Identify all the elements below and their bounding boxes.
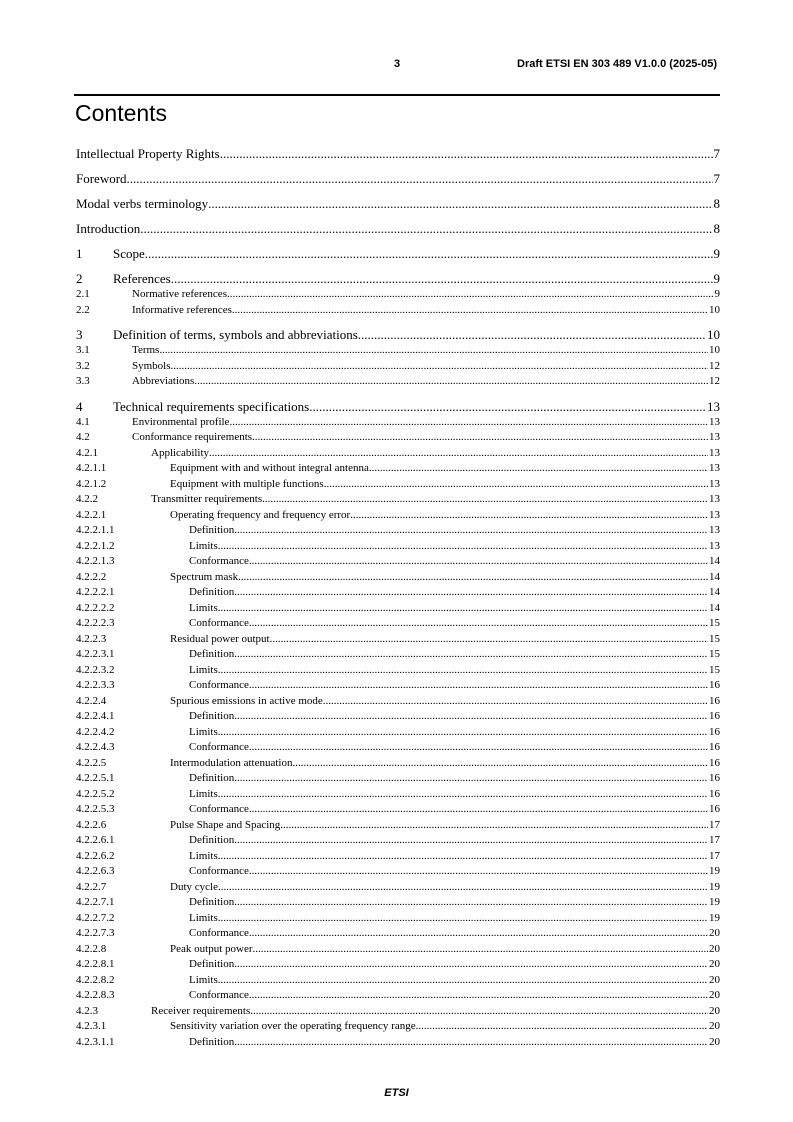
toc-entry-number: 4.2.2.3 — [76, 632, 107, 645]
toc-entry-number: 4.2.1 — [76, 446, 98, 459]
toc-entry-page: 12 — [709, 375, 720, 387]
toc-entry-page: 16 — [709, 710, 720, 722]
toc-dot-leader — [218, 539, 708, 555]
toc-entry-label: Operating frequency and frequency error — [170, 508, 351, 521]
toc-dot-leader — [218, 911, 708, 927]
toc-entry-label: Definition — [189, 834, 235, 846]
toc-entry-page: 15 — [709, 663, 720, 676]
toc-entry-number: 4.2.2.8.1 — [76, 958, 115, 970]
toc-entry-label: Equipment with multiple functions — [170, 477, 324, 490]
page-number: 3 — [393, 58, 401, 70]
toc-dot-leader — [270, 632, 708, 648]
toc-dot-leader — [238, 570, 708, 586]
toc-entry-label: Receiver requirements — [151, 1004, 251, 1017]
toc-dot-leader — [249, 678, 708, 694]
toc-entry-number: 3.3 — [76, 375, 90, 387]
toc-entry-number: 4 — [76, 398, 83, 414]
toc-entry-number: 3.2 — [76, 359, 90, 372]
toc-entry-number: 4.2.1.2 — [76, 477, 107, 490]
toc-entry-label: Transmitter requirements — [151, 493, 263, 505]
toc-entry-number: 3.1 — [76, 344, 90, 356]
toc-dot-leader — [252, 430, 708, 446]
toc-entry-page: 10 — [709, 303, 720, 316]
toc-dot-leader — [218, 663, 708, 679]
toc-dot-leader — [293, 756, 709, 772]
toc-entry[interactable] — [76, 771, 720, 787]
toc-entry[interactable] — [76, 327, 720, 343]
toc-entry[interactable] — [76, 374, 720, 390]
toc-dot-leader — [234, 895, 708, 911]
toc-entry-page: 15 — [709, 648, 720, 660]
toc-dot-leader — [159, 343, 708, 359]
toc-dot-leader — [262, 492, 708, 508]
toc-entry[interactable] — [76, 895, 720, 911]
toc-entry-number: 4.2.2.4.2 — [76, 725, 115, 738]
toc-entry-number: 2.1 — [76, 288, 90, 300]
toc-entry[interactable] — [76, 492, 720, 508]
toc-entry[interactable] — [76, 585, 720, 601]
toc-entry[interactable] — [76, 415, 720, 431]
toc-dot-leader — [249, 864, 708, 880]
toc-entry-page: 13 — [709, 446, 720, 459]
toc-entry-label: Conformance — [189, 679, 249, 691]
toc-entry-page: 16 — [709, 772, 720, 784]
toc-entry-label: Definition — [189, 710, 235, 722]
toc-entry-number: 4.2.2.3.1 — [76, 648, 115, 660]
toc-entry-number: 4.2.2.2.3 — [76, 617, 115, 629]
toc-entry-label: Definition — [189, 586, 235, 598]
toc-entry[interactable] — [76, 787, 720, 803]
toc-entry-number: 4.2.2.8 — [76, 942, 107, 955]
toc-entry-label: Residual power output — [170, 632, 270, 645]
toc-entry-label: Modal verbs terminology — [76, 196, 209, 211]
toc-dot-leader — [369, 461, 708, 477]
toc-entry-page: 16 — [709, 679, 720, 691]
toc-entry[interactable] — [76, 303, 720, 319]
toc-entry-page: 14 — [709, 586, 720, 598]
toc-dot-leader — [140, 221, 712, 237]
toc-dot-leader — [220, 146, 713, 162]
toc-entry-label: Duty cycle — [170, 880, 218, 893]
toc-entry-label: Scope — [113, 246, 145, 261]
toc-entry-label: Pulse Shape and Spacing — [170, 818, 281, 831]
toc-entry[interactable] — [76, 477, 720, 493]
toc-entry-label: Limits — [189, 601, 218, 614]
toc-entry-label: Abbreviations — [132, 375, 195, 387]
toc-entry-page: 20 — [709, 1035, 720, 1048]
toc-entry-page: 16 — [709, 787, 720, 800]
toc-entry[interactable] — [76, 539, 720, 555]
toc-entry-label: Spectrum mask — [170, 570, 239, 583]
toc-entry-label: Definition — [189, 524, 235, 536]
toc-dot-leader — [249, 616, 708, 632]
toc-entry[interactable] — [76, 287, 720, 303]
toc-entry-number: 4.2.2.4 — [76, 694, 107, 707]
toc-entry-page: 20 — [709, 973, 720, 986]
toc-entry-number: 4.2.2.8.2 — [76, 973, 115, 986]
toc-entry[interactable] — [76, 343, 720, 359]
toc-dot-leader — [171, 359, 708, 375]
toc-entry-number: 4.2.2.1.3 — [76, 555, 115, 567]
toc-entry-page: 12 — [709, 359, 720, 372]
toc-dot-leader — [229, 415, 708, 431]
toc-entry[interactable] — [76, 678, 720, 694]
toc-entry[interactable] — [76, 740, 720, 756]
toc-dot-leader — [218, 725, 708, 741]
toc-entry-label: Limits — [189, 973, 218, 986]
toc-entry-label: Limits — [189, 787, 218, 800]
toc-entry[interactable] — [76, 663, 720, 679]
toc-entry-number: 4.2 — [76, 431, 90, 443]
toc-entry-page: 13 — [709, 508, 720, 521]
toc-dot-leader — [249, 802, 708, 818]
toc-entry-number: 2 — [76, 271, 83, 286]
toc-entry[interactable] — [76, 171, 720, 187]
toc-entry-page: 15 — [709, 617, 720, 629]
toc-entry-number: 4.2.2.7 — [76, 880, 107, 893]
toc-entry-label: Intellectual Property Rights — [76, 146, 220, 161]
toc-entry-number: 4.2.2.2 — [76, 570, 107, 583]
toc-entry-page: 13 — [709, 415, 720, 428]
toc-entry-page: 20 — [709, 989, 720, 1001]
toc-entry-number: 4.2.2.2.2 — [76, 601, 115, 614]
toc-entry-page: 16 — [709, 725, 720, 738]
toc-entry-number: 4.2.2.6.3 — [76, 865, 115, 877]
toc-entry-label: Conformance requirements — [132, 431, 253, 443]
toc-entry-number: 4.2.3.1.1 — [76, 1035, 115, 1048]
toc-entry[interactable] — [76, 632, 720, 648]
toc-entry-label: Introduction — [76, 221, 141, 236]
toc-entry-label: Limits — [189, 911, 218, 924]
toc-entry-page: 8 — [713, 196, 720, 211]
toc-entry-number: 4.2.2.6.2 — [76, 849, 115, 862]
toc-entry-number: 4.2.2.1.2 — [76, 539, 115, 552]
toc-entry-label: Conformance — [189, 803, 249, 815]
toc-entry-label: Limits — [189, 725, 218, 738]
toc-entry-page: 9 — [713, 246, 720, 261]
toc-entry[interactable] — [76, 616, 720, 632]
toc-entry-number: 4.2.2.6.1 — [76, 834, 115, 846]
toc-entry[interactable] — [76, 818, 720, 834]
toc-entry-page: 20 — [709, 1004, 720, 1017]
toc-entry-number: 4.2.2.3.2 — [76, 663, 115, 676]
toc-entry[interactable] — [76, 709, 720, 725]
toc-entry-label: Normative references — [132, 288, 227, 300]
toc-dot-leader — [252, 942, 708, 958]
toc-entry[interactable] — [76, 196, 720, 212]
toc-entry-label: Applicability — [151, 446, 210, 459]
toc-entry-number: 4.2.2.4.1 — [76, 710, 115, 722]
toc-entry-page: 13 — [707, 398, 720, 414]
toc-entry-label: Limits — [189, 539, 218, 552]
toc-entry-number: 4.2.2.5.1 — [76, 772, 115, 784]
toc-entry-label: Limits — [189, 849, 218, 862]
toc-entry-number: 4.2.2.1.1 — [76, 524, 115, 536]
toc-entry-number: 4.2.2.2.1 — [76, 586, 115, 598]
toc-entry-page: 19 — [709, 911, 720, 924]
toc-entry-page: 13 — [709, 539, 720, 552]
toc-dot-leader — [234, 647, 708, 663]
toc-entry-label: Technical requirements specifications — [113, 398, 310, 414]
toc-dot-leader — [218, 601, 708, 617]
toc-entry-page: 19 — [709, 880, 720, 893]
toc-entry-page: 7 — [713, 146, 720, 161]
toc-entry[interactable] — [76, 523, 720, 539]
toc-entry-label: Definition — [189, 648, 235, 660]
toc-entry-label: Definition — [189, 1035, 235, 1048]
toc-entry-number: 4.2.2.7.3 — [76, 927, 115, 939]
toc-dot-leader — [218, 849, 708, 865]
toc-entry[interactable] — [76, 802, 720, 818]
footer-publisher: ETSI — [384, 1087, 409, 1099]
toc-entry[interactable] — [76, 942, 720, 958]
toc-dot-leader — [249, 926, 708, 942]
toc-entry-label: Conformance — [189, 617, 249, 629]
toc-entry[interactable] — [76, 601, 720, 617]
toc-entry-label: Peak output power — [170, 942, 253, 955]
toc-entry-label: Intermodulation attenuation — [170, 756, 293, 769]
toc-entry-page: 14 — [709, 601, 720, 614]
table-of-contents — [76, 146, 720, 1050]
toc-entry-label: Definition — [189, 958, 235, 970]
toc-dot-leader — [218, 787, 708, 803]
toc-entry-label: Environmental profile — [132, 415, 230, 428]
toc-entry-number: 4.2.2.6 — [76, 818, 107, 831]
toc-entry[interactable] — [76, 1004, 720, 1020]
toc-entry[interactable] — [76, 570, 720, 586]
toc-entry-page: 13 — [709, 477, 720, 490]
toc-entry-page: 17 — [709, 818, 720, 831]
toc-entry-number: 4.2.2.5 — [76, 756, 107, 769]
toc-entry[interactable] — [76, 359, 720, 375]
toc-entry[interactable] — [76, 554, 720, 570]
toc-entry-page: 17 — [709, 834, 720, 846]
toc-entry-number: 4.2.2.5.3 — [76, 803, 115, 815]
toc-dot-leader — [416, 1019, 708, 1035]
toc-entry[interactable] — [76, 399, 720, 415]
toc-dot-leader — [249, 740, 708, 756]
toc-entry-number: 4.2.2.8.3 — [76, 989, 115, 1001]
toc-entry[interactable] — [76, 849, 720, 865]
toc-entry-number: 2.2 — [76, 303, 90, 316]
toc-entry-label: Conformance — [189, 989, 249, 1001]
toc-entry-page: 16 — [709, 803, 720, 815]
toc-entry[interactable] — [76, 271, 720, 287]
toc-entry-number: 4.1 — [76, 415, 90, 428]
toc-entry[interactable] — [76, 461, 720, 477]
toc-dot-leader — [234, 585, 708, 601]
toc-entry-label: Limits — [189, 663, 218, 676]
toc-dot-leader — [234, 709, 708, 725]
toc-entry-label: References — [113, 271, 171, 286]
toc-entry-label: Sensitivity variation over the operating frequency range — [170, 1020, 416, 1032]
toc-dot-leader — [218, 973, 708, 989]
toc-entry-page: 15 — [709, 632, 720, 645]
header-rule — [74, 94, 720, 96]
toc-entry-page: 13 — [709, 431, 720, 443]
toc-dot-leader — [234, 1035, 708, 1051]
toc-dot-leader — [218, 880, 708, 896]
page-title: Contents — [75, 100, 168, 126]
toc-entry[interactable] — [76, 246, 720, 262]
toc-entry[interactable] — [76, 957, 720, 973]
document-id: Draft ETSI EN 303 489 V1.0.0 (2025-05) — [517, 58, 717, 70]
toc-entry-page: 13 — [709, 524, 720, 536]
toc-dot-leader — [249, 988, 708, 1004]
toc-dot-leader — [234, 523, 708, 539]
toc-entry[interactable] — [76, 221, 720, 237]
toc-entry[interactable] — [76, 880, 720, 896]
toc-dot-leader — [232, 303, 708, 319]
toc-entry[interactable] — [76, 430, 720, 446]
toc-entry[interactable] — [76, 446, 720, 462]
toc-entry-number: 1 — [76, 246, 83, 261]
toc-entry-page: 8 — [713, 221, 720, 236]
toc-dot-leader — [323, 694, 708, 710]
toc-entry-number: 4.2.3 — [76, 1004, 98, 1017]
toc-entry-number: 4.2.1.1 — [76, 462, 107, 474]
toc-entry-page: 10 — [707, 327, 720, 342]
toc-entry[interactable] — [76, 694, 720, 710]
toc-entry-page: 14 — [709, 570, 720, 583]
toc-entry[interactable] — [76, 647, 720, 663]
toc-entry[interactable] — [76, 973, 720, 989]
toc-entry-page: 13 — [709, 493, 720, 505]
toc-entry-page: 19 — [709, 865, 720, 877]
toc-entry-page: 7 — [713, 171, 720, 186]
toc-entry[interactable] — [76, 1019, 720, 1035]
toc-entry[interactable] — [76, 926, 720, 942]
toc-dot-leader — [234, 771, 708, 787]
toc-entry-label: Conformance — [189, 865, 249, 877]
toc-entry-label: Definition of terms, symbols and abbreviations — [113, 327, 358, 342]
toc-entry-label: Definition — [189, 772, 235, 784]
toc-entry-page: 9 — [713, 271, 720, 286]
toc-dot-leader — [234, 957, 708, 973]
toc-entry[interactable] — [76, 146, 720, 162]
toc-entry-page: 16 — [709, 741, 720, 753]
toc-dot-leader — [309, 399, 706, 415]
toc-dot-leader — [249, 554, 708, 570]
toc-entry-number: 4.2.3.1 — [76, 1020, 107, 1032]
toc-dot-leader — [250, 1004, 708, 1020]
toc-dot-leader — [194, 374, 708, 390]
toc-entry[interactable] — [76, 833, 720, 849]
toc-dot-leader — [145, 246, 713, 262]
toc-entry-page: 16 — [709, 694, 720, 707]
toc-dot-leader — [358, 327, 706, 343]
toc-dot-leader — [171, 271, 713, 287]
toc-entry-number: 4.2.2.7.2 — [76, 911, 115, 924]
toc-entry-number: 3 — [76, 327, 83, 342]
toc-entry-label: Conformance — [189, 927, 249, 939]
toc-entry[interactable] — [76, 911, 720, 927]
toc-entry-number: 4.2.2.4.3 — [76, 741, 115, 753]
toc-entry-page: 16 — [709, 756, 720, 769]
toc-entry-label: Symbols — [132, 359, 171, 372]
toc-entry-page: 20 — [709, 942, 720, 955]
toc-entry-number: 4.2.2 — [76, 493, 98, 505]
toc-entry-number: 4.2.2.7.1 — [76, 896, 115, 908]
toc-dot-leader — [234, 833, 708, 849]
toc-entry-label: Foreword — [76, 171, 127, 186]
toc-entry-page: 13 — [709, 462, 720, 474]
toc-entry-label: Spurious emissions in active mode — [170, 694, 323, 707]
toc-entry-page: 9 — [714, 288, 720, 300]
toc-entry[interactable] — [76, 725, 720, 741]
toc-entry-page: 20 — [709, 1020, 720, 1032]
toc-entry-page: 20 — [709, 927, 720, 939]
toc-dot-leader — [324, 477, 708, 493]
toc-dot-leader — [350, 508, 708, 524]
toc-entry-label: Terms — [132, 344, 160, 356]
toc-entry-page: 20 — [709, 958, 720, 970]
toc-entry-page: 14 — [709, 555, 720, 567]
toc-entry[interactable] — [76, 864, 720, 880]
toc-entry-page: 17 — [709, 849, 720, 862]
toc-dot-leader — [209, 446, 708, 462]
toc-entry-page: 10 — [709, 344, 720, 356]
toc-dot-leader — [127, 171, 713, 187]
toc-entry[interactable] — [76, 756, 720, 772]
toc-entry-label: Conformance — [189, 555, 249, 567]
toc-dot-leader — [280, 818, 708, 834]
toc-entry-number: 4.2.2.1 — [76, 508, 107, 521]
toc-entry[interactable] — [76, 508, 720, 524]
toc-entry[interactable] — [76, 1035, 720, 1051]
toc-entry-number: 4.2.2.5.2 — [76, 787, 115, 800]
toc-dot-leader — [227, 287, 714, 303]
toc-entry-number: 4.2.2.3.3 — [76, 679, 115, 691]
toc-dot-leader — [208, 196, 712, 212]
toc-entry-label: Equipment with and without integral antenna — [170, 462, 369, 474]
toc-entry[interactable] — [76, 988, 720, 1004]
toc-entry-label: Informative references — [132, 303, 232, 316]
toc-entry-page: 19 — [709, 896, 720, 908]
toc-entry-label: Definition — [189, 896, 235, 908]
toc-entry-label: Conformance — [189, 741, 249, 753]
